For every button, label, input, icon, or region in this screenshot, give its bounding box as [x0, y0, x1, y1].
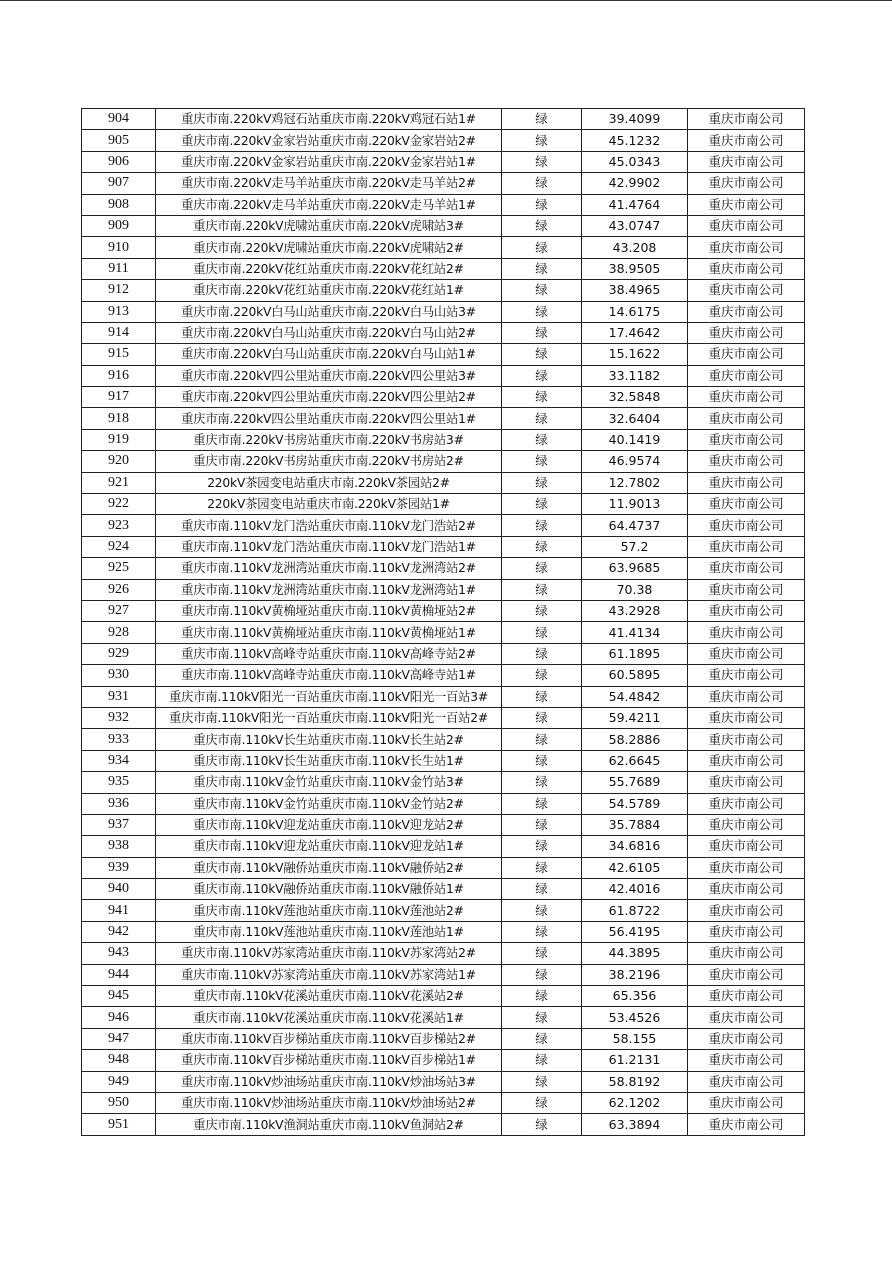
row-number: 939 — [82, 857, 156, 878]
table-row — [82, 494, 805, 515]
company-name: 重庆市南公司 — [688, 921, 805, 942]
station-name: 重庆市南.110kV莲池站重庆市南.110kV莲池站1# — [156, 921, 502, 942]
table-row — [82, 1007, 805, 1028]
company-name: 重庆市南公司 — [688, 943, 805, 964]
station-name: 重庆市南.110kV百步梯站重庆市南.110kV百步梯站2# — [156, 1028, 502, 1049]
company-name: 重庆市南公司 — [688, 1007, 805, 1028]
status-color: 绿 — [502, 109, 582, 130]
measurement-value: 38.4965 — [582, 280, 688, 301]
table-row — [82, 429, 805, 450]
row-number: 915 — [82, 344, 156, 365]
measurement-value: 62.1202 — [582, 1092, 688, 1113]
measurement-value: 64.4737 — [582, 515, 688, 536]
station-name: 重庆市南.220kV走马羊站重庆市南.220kV走马羊站1# — [156, 194, 502, 215]
row-number: 904 — [82, 109, 156, 130]
status-color: 绿 — [502, 793, 582, 814]
company-name: 重庆市南公司 — [688, 1028, 805, 1049]
measurement-value: 43.208 — [582, 237, 688, 258]
row-number: 949 — [82, 1071, 156, 1092]
company-name: 重庆市南公司 — [688, 536, 805, 557]
status-color: 绿 — [502, 280, 582, 301]
row-number: 932 — [82, 707, 156, 728]
measurement-value: 32.6404 — [582, 408, 688, 429]
measurement-value: 63.9685 — [582, 558, 688, 579]
table-row — [82, 750, 805, 771]
table-row — [82, 301, 805, 322]
row-number: 940 — [82, 879, 156, 900]
row-number: 908 — [82, 194, 156, 215]
measurement-value: 58.8192 — [582, 1071, 688, 1092]
status-color: 绿 — [502, 387, 582, 408]
station-name: 重庆市南.220kV书房站重庆市南.220kV书房站3# — [156, 429, 502, 450]
measurement-value: 38.9505 — [582, 258, 688, 279]
status-color: 绿 — [502, 879, 582, 900]
station-name: 重庆市南.110kV炒油场站重庆市南.110kV炒油场站3# — [156, 1071, 502, 1092]
status-color: 绿 — [502, 686, 582, 707]
station-name: 重庆市南.110kV黄桷垭站重庆市南.110kV黄桷垭站1# — [156, 622, 502, 643]
row-number: 950 — [82, 1092, 156, 1113]
company-name: 重庆市南公司 — [688, 301, 805, 322]
status-color: 绿 — [502, 772, 582, 793]
table-row — [82, 109, 805, 130]
company-name: 重庆市南公司 — [688, 1092, 805, 1113]
station-name: 重庆市南.110kV迎龙站重庆市南.110kV迎龙站1# — [156, 836, 502, 857]
company-name: 重庆市南公司 — [688, 429, 805, 450]
status-color: 绿 — [502, 365, 582, 386]
data-table — [81, 108, 805, 1136]
station-name: 重庆市南.220kV白马山站重庆市南.220kV白马山站2# — [156, 322, 502, 343]
measurement-value: 54.4842 — [582, 686, 688, 707]
company-name: 重庆市南公司 — [688, 344, 805, 365]
measurement-value: 40.1419 — [582, 429, 688, 450]
company-name: 重庆市南公司 — [688, 173, 805, 194]
row-number: 925 — [82, 558, 156, 579]
table-row — [82, 600, 805, 621]
station-name: 220kV茶园变电站重庆市南.220kV茶园站1# — [156, 494, 502, 515]
company-name: 重庆市南公司 — [688, 558, 805, 579]
table-row — [82, 194, 805, 215]
measurement-value: 12.7802 — [582, 472, 688, 493]
row-number: 913 — [82, 301, 156, 322]
station-name: 重庆市南.110kV金竹站重庆市南.110kV金竹站2# — [156, 793, 502, 814]
measurement-value: 59.4211 — [582, 707, 688, 728]
row-number: 947 — [82, 1028, 156, 1049]
status-color: 绿 — [502, 1114, 582, 1135]
station-name: 重庆市南.220kV虎啸站重庆市南.220kV虎啸站2# — [156, 237, 502, 258]
station-name: 重庆市南.220kV花红站重庆市南.220kV花红站2# — [156, 258, 502, 279]
row-number: 907 — [82, 173, 156, 194]
status-color: 绿 — [502, 451, 582, 472]
measurement-value: 57.2 — [582, 536, 688, 557]
company-name: 重庆市南公司 — [688, 408, 805, 429]
table-body — [82, 109, 805, 1136]
company-name: 重庆市南公司 — [688, 151, 805, 172]
table-row — [82, 921, 805, 942]
status-color: 绿 — [502, 173, 582, 194]
status-color: 绿 — [502, 536, 582, 557]
status-color: 绿 — [502, 857, 582, 878]
table-row — [82, 451, 805, 472]
station-name: 重庆市南.110kV花溪站重庆市南.110kV花溪站2# — [156, 986, 502, 1007]
row-number: 934 — [82, 750, 156, 771]
measurement-value: 53.4526 — [582, 1007, 688, 1028]
row-number: 929 — [82, 643, 156, 664]
measurement-value: 46.9574 — [582, 451, 688, 472]
station-name: 重庆市南.110kV渔洞站重庆市南.110kV鱼洞站2# — [156, 1114, 502, 1135]
measurement-value: 42.6105 — [582, 857, 688, 878]
row-number: 933 — [82, 729, 156, 750]
station-name: 重庆市南.220kV四公里站重庆市南.220kV四公里站3# — [156, 365, 502, 386]
company-name: 重庆市南公司 — [688, 579, 805, 600]
row-number: 922 — [82, 494, 156, 515]
row-number: 924 — [82, 536, 156, 557]
row-number: 919 — [82, 429, 156, 450]
row-number: 942 — [82, 921, 156, 942]
company-name: 重庆市南公司 — [688, 879, 805, 900]
company-name: 重庆市南公司 — [688, 707, 805, 728]
status-color: 绿 — [502, 515, 582, 536]
row-number: 912 — [82, 280, 156, 301]
company-name: 重庆市南公司 — [688, 729, 805, 750]
status-color: 绿 — [502, 836, 582, 857]
table-row — [82, 1092, 805, 1113]
row-number: 910 — [82, 237, 156, 258]
table-row — [82, 879, 805, 900]
table-row — [82, 665, 805, 686]
measurement-value: 42.9902 — [582, 173, 688, 194]
company-name: 重庆市南公司 — [688, 472, 805, 493]
status-color: 绿 — [502, 558, 582, 579]
station-name: 重庆市南.110kV高峰寺站重庆市南.110kV高峰寺站1# — [156, 665, 502, 686]
company-name: 重庆市南公司 — [688, 215, 805, 236]
status-color: 绿 — [502, 215, 582, 236]
measurement-value: 14.6175 — [582, 301, 688, 322]
row-number: 941 — [82, 900, 156, 921]
status-color: 绿 — [502, 964, 582, 985]
table-row — [82, 1050, 805, 1071]
table-row — [82, 258, 805, 279]
row-number: 914 — [82, 322, 156, 343]
row-number: 928 — [82, 622, 156, 643]
row-number: 935 — [82, 772, 156, 793]
table-row — [82, 814, 805, 835]
table-row — [82, 643, 805, 664]
station-name: 重庆市南.110kV龙洲湾站重庆市南.110kV龙洲湾站2# — [156, 558, 502, 579]
company-name: 重庆市南公司 — [688, 900, 805, 921]
row-number: 946 — [82, 1007, 156, 1028]
measurement-value: 45.1232 — [582, 130, 688, 151]
measurement-value: 43.2928 — [582, 600, 688, 621]
station-name: 重庆市南.110kV阳光一百站重庆市南.110kV阳光一百站2# — [156, 707, 502, 728]
station-name: 重庆市南.220kV白马山站重庆市南.220kV白马山站3# — [156, 301, 502, 322]
measurement-value: 35.7884 — [582, 814, 688, 835]
company-name: 重庆市南公司 — [688, 793, 805, 814]
company-name: 重庆市南公司 — [688, 1050, 805, 1071]
table-row — [82, 215, 805, 236]
status-color: 绿 — [502, 707, 582, 728]
row-number: 951 — [82, 1114, 156, 1135]
company-name: 重庆市南公司 — [688, 280, 805, 301]
table-row — [82, 986, 805, 1007]
measurement-value: 61.8722 — [582, 900, 688, 921]
company-name: 重庆市南公司 — [688, 387, 805, 408]
table-row — [82, 707, 805, 728]
status-color: 绿 — [502, 344, 582, 365]
row-number: 937 — [82, 814, 156, 835]
status-color: 绿 — [502, 622, 582, 643]
measurement-value: 61.2131 — [582, 1050, 688, 1071]
status-color: 绿 — [502, 1028, 582, 1049]
status-color: 绿 — [502, 429, 582, 450]
row-number: 917 — [82, 387, 156, 408]
row-number: 926 — [82, 579, 156, 600]
table-row — [82, 793, 805, 814]
station-name: 220kV茶园变电站重庆市南.220kV茶园站2# — [156, 472, 502, 493]
measurement-value: 32.5848 — [582, 387, 688, 408]
row-number: 931 — [82, 686, 156, 707]
company-name: 重庆市南公司 — [688, 515, 805, 536]
status-color: 绿 — [502, 1092, 582, 1113]
table-row — [82, 857, 805, 878]
status-color: 绿 — [502, 1007, 582, 1028]
status-color: 绿 — [502, 643, 582, 664]
row-number: 916 — [82, 365, 156, 386]
row-number: 936 — [82, 793, 156, 814]
company-name: 重庆市南公司 — [688, 1114, 805, 1135]
status-color: 绿 — [502, 151, 582, 172]
measurement-value: 41.4764 — [582, 194, 688, 215]
table-row — [82, 365, 805, 386]
row-number: 921 — [82, 472, 156, 493]
company-name: 重庆市南公司 — [688, 986, 805, 1007]
company-name: 重庆市南公司 — [688, 750, 805, 771]
measurement-value: 60.5895 — [582, 665, 688, 686]
status-color: 绿 — [502, 472, 582, 493]
station-name: 重庆市南.220kV虎啸站重庆市南.220kV虎啸站3# — [156, 215, 502, 236]
station-name: 重庆市南.110kV长生站重庆市南.110kV长生站2# — [156, 729, 502, 750]
table-row — [82, 1071, 805, 1092]
row-number: 909 — [82, 215, 156, 236]
table-row — [82, 622, 805, 643]
company-name: 重庆市南公司 — [688, 322, 805, 343]
company-name: 重庆市南公司 — [688, 600, 805, 621]
measurement-value: 61.1895 — [582, 643, 688, 664]
station-name: 重庆市南.220kV鸡冠石站重庆市南.220kV鸡冠石站1# — [156, 109, 502, 130]
company-name: 重庆市南公司 — [688, 686, 805, 707]
page-top-border — [0, 0, 892, 1]
table-row — [82, 237, 805, 258]
status-color: 绿 — [502, 900, 582, 921]
station-name: 重庆市南.110kV苏家湾站重庆市南.110kV苏家湾站1# — [156, 964, 502, 985]
measurement-value: 56.4195 — [582, 921, 688, 942]
row-number: 923 — [82, 515, 156, 536]
row-number: 948 — [82, 1050, 156, 1071]
status-color: 绿 — [502, 750, 582, 771]
company-name: 重庆市南公司 — [688, 836, 805, 857]
station-name: 重庆市南.110kV迎龙站重庆市南.110kV迎龙站2# — [156, 814, 502, 835]
table-row — [82, 729, 805, 750]
station-name: 重庆市南.110kV龙门浩站重庆市南.110kV龙门浩站1# — [156, 536, 502, 557]
station-name: 重庆市南.110kV花溪站重庆市南.110kV花溪站1# — [156, 1007, 502, 1028]
table-row — [82, 408, 805, 429]
station-name: 重庆市南.110kV长生站重庆市南.110kV长生站1# — [156, 750, 502, 771]
station-name: 重庆市南.110kV融侨站重庆市南.110kV融侨站1# — [156, 879, 502, 900]
station-name: 重庆市南.110kV龙门浩站重庆市南.110kV龙门浩站2# — [156, 515, 502, 536]
station-name: 重庆市南.110kV黄桷垭站重庆市南.110kV黄桷垭站2# — [156, 600, 502, 621]
status-color: 绿 — [502, 986, 582, 1007]
measurement-value: 65.356 — [582, 986, 688, 1007]
status-color: 绿 — [502, 301, 582, 322]
row-number: 943 — [82, 943, 156, 964]
measurement-value: 44.3895 — [582, 943, 688, 964]
measurement-value: 11.9013 — [582, 494, 688, 515]
row-number: 945 — [82, 986, 156, 1007]
station-name: 重庆市南.110kV高峰寺站重庆市南.110kV高峰寺站2# — [156, 643, 502, 664]
company-name: 重庆市南公司 — [688, 194, 805, 215]
row-number: 906 — [82, 151, 156, 172]
company-name: 重庆市南公司 — [688, 622, 805, 643]
status-color: 绿 — [502, 408, 582, 429]
company-name: 重庆市南公司 — [688, 494, 805, 515]
row-number: 927 — [82, 600, 156, 621]
station-name: 重庆市南.220kV四公里站重庆市南.220kV四公里站2# — [156, 387, 502, 408]
row-number: 911 — [82, 258, 156, 279]
row-number: 938 — [82, 836, 156, 857]
station-name: 重庆市南.110kV龙洲湾站重庆市南.110kV龙洲湾站1# — [156, 579, 502, 600]
status-color: 绿 — [502, 729, 582, 750]
company-name: 重庆市南公司 — [688, 964, 805, 985]
company-name: 重庆市南公司 — [688, 1071, 805, 1092]
table-row — [82, 558, 805, 579]
status-color: 绿 — [502, 665, 582, 686]
table-row — [82, 344, 805, 365]
measurement-value: 41.4134 — [582, 622, 688, 643]
table-row — [82, 387, 805, 408]
company-name: 重庆市南公司 — [688, 258, 805, 279]
row-number: 930 — [82, 665, 156, 686]
station-name: 重庆市南.110kV阳光一百站重庆市南.110kV阳光一百站3# — [156, 686, 502, 707]
measurement-value: 17.4642 — [582, 322, 688, 343]
status-color: 绿 — [502, 600, 582, 621]
table-row — [82, 964, 805, 985]
measurement-value: 58.155 — [582, 1028, 688, 1049]
table-row — [82, 943, 805, 964]
station-name: 重庆市南.110kV融侨站重庆市南.110kV融侨站2# — [156, 857, 502, 878]
station-name: 重庆市南.110kV炒油场站重庆市南.110kV炒油场站2# — [156, 1092, 502, 1113]
table-row — [82, 1114, 805, 1135]
measurement-value: 58.2886 — [582, 729, 688, 750]
status-color: 绿 — [502, 943, 582, 964]
table-row — [82, 130, 805, 151]
table-row — [82, 322, 805, 343]
station-name: 重庆市南.220kV四公里站重庆市南.220kV四公里站1# — [156, 408, 502, 429]
table-row — [82, 686, 805, 707]
table-row — [82, 579, 805, 600]
measurement-value: 63.3894 — [582, 1114, 688, 1135]
table-row — [82, 173, 805, 194]
station-name: 重庆市南.220kV白马山站重庆市南.220kV白马山站1# — [156, 344, 502, 365]
measurement-value: 33.1182 — [582, 365, 688, 386]
table-row — [82, 472, 805, 493]
status-color: 绿 — [502, 258, 582, 279]
measurement-value: 38.2196 — [582, 964, 688, 985]
company-name: 重庆市南公司 — [688, 772, 805, 793]
measurement-value: 15.1622 — [582, 344, 688, 365]
table-row — [82, 772, 805, 793]
measurement-value: 39.4099 — [582, 109, 688, 130]
station-name: 重庆市南.110kV金竹站重庆市南.110kV金竹站3# — [156, 772, 502, 793]
measurement-value: 34.6816 — [582, 836, 688, 857]
row-number: 905 — [82, 130, 156, 151]
row-number: 918 — [82, 408, 156, 429]
measurement-value: 43.0747 — [582, 215, 688, 236]
measurement-value: 45.0343 — [582, 151, 688, 172]
measurement-value: 70.38 — [582, 579, 688, 600]
table-row — [82, 536, 805, 557]
station-name: 重庆市南.220kV花红站重庆市南.220kV花红站1# — [156, 280, 502, 301]
station-name: 重庆市南.220kV金家岩站重庆市南.220kV金家岩站2# — [156, 130, 502, 151]
table-row — [82, 836, 805, 857]
station-name: 重庆市南.110kV莲池站重庆市南.110kV莲池站2# — [156, 900, 502, 921]
table-row — [82, 900, 805, 921]
measurement-value: 62.6645 — [582, 750, 688, 771]
company-name: 重庆市南公司 — [688, 451, 805, 472]
row-number: 944 — [82, 964, 156, 985]
company-name: 重庆市南公司 — [688, 109, 805, 130]
station-name: 重庆市南.220kV走马羊站重庆市南.220kV走马羊站2# — [156, 173, 502, 194]
station-name: 重庆市南.110kV百步梯站重庆市南.110kV百步梯站1# — [156, 1050, 502, 1071]
status-color: 绿 — [502, 1050, 582, 1071]
measurement-value: 55.7689 — [582, 772, 688, 793]
measurement-value: 54.5789 — [582, 793, 688, 814]
status-color: 绿 — [502, 194, 582, 215]
status-color: 绿 — [502, 921, 582, 942]
company-name: 重庆市南公司 — [688, 130, 805, 151]
table-row — [82, 1028, 805, 1049]
station-name: 重庆市南.220kV金家岩站重庆市南.220kV金家岩站1# — [156, 151, 502, 172]
table-row — [82, 515, 805, 536]
status-color: 绿 — [502, 494, 582, 515]
row-number: 920 — [82, 451, 156, 472]
company-name: 重庆市南公司 — [688, 365, 805, 386]
company-name: 重庆市南公司 — [688, 857, 805, 878]
status-color: 绿 — [502, 237, 582, 258]
measurement-value: 42.4016 — [582, 879, 688, 900]
station-name: 重庆市南.110kV苏家湾站重庆市南.110kV苏家湾站2# — [156, 943, 502, 964]
status-color: 绿 — [502, 814, 582, 835]
company-name: 重庆市南公司 — [688, 643, 805, 664]
company-name: 重庆市南公司 — [688, 814, 805, 835]
status-color: 绿 — [502, 579, 582, 600]
company-name: 重庆市南公司 — [688, 665, 805, 686]
status-color: 绿 — [502, 1071, 582, 1092]
company-name: 重庆市南公司 — [688, 237, 805, 258]
status-color: 绿 — [502, 130, 582, 151]
station-name: 重庆市南.220kV书房站重庆市南.220kV书房站2# — [156, 451, 502, 472]
status-color: 绿 — [502, 322, 582, 343]
table-row — [82, 280, 805, 301]
table-row — [82, 151, 805, 172]
